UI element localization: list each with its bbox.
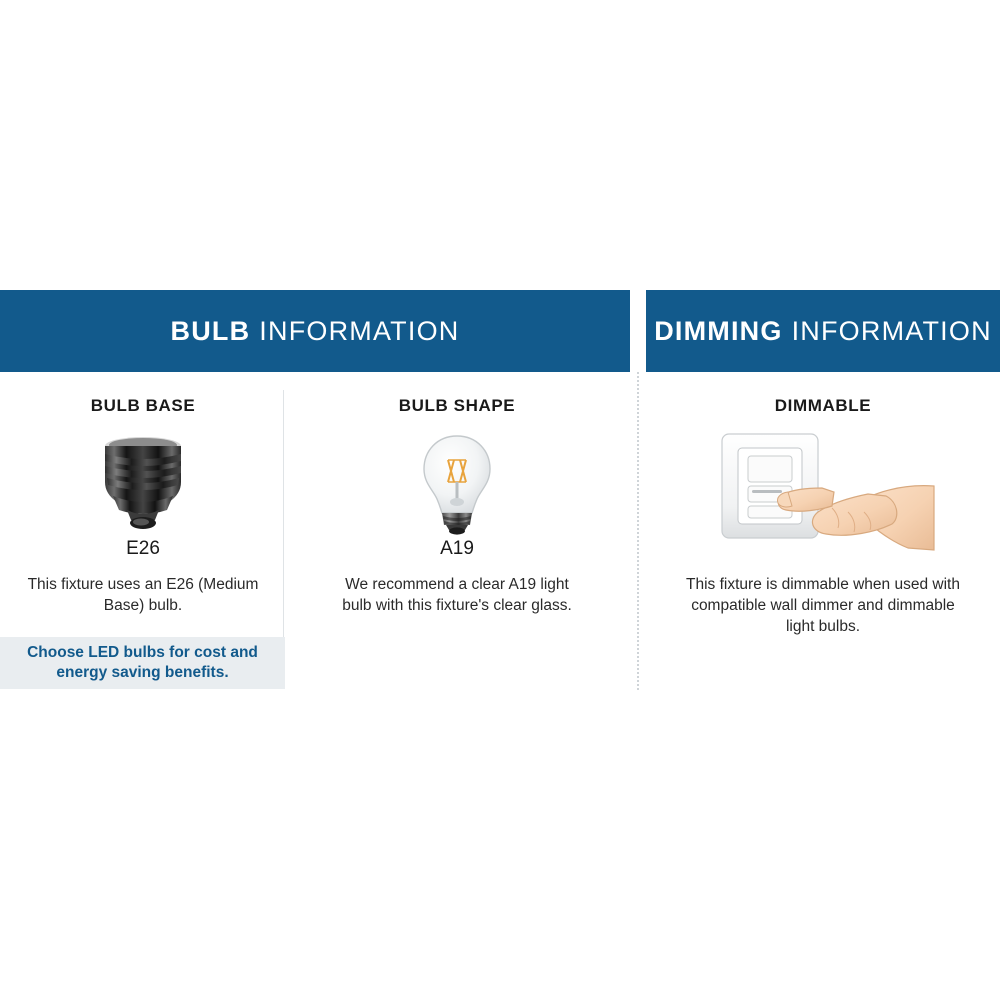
bulb-header-light: INFORMATION <box>259 315 460 346</box>
panel-dotted-divider <box>637 372 640 690</box>
bulb-base-description: This fixture uses an E26 (Medium Base) bulb. <box>27 576 259 614</box>
bulb-base-icon <box>83 430 203 539</box>
bulb-information-panel <box>0 290 630 700</box>
bulb-base-column <box>2 372 284 616</box>
info-board <box>0 290 1000 700</box>
dimmable-title: DIMMABLE <box>774 396 872 415</box>
dimming-body <box>646 396 1000 637</box>
led-tip-text: Choose LED bulbs for cost and energy saving benefits. <box>27 644 258 681</box>
bulb-shape-column <box>316 372 598 616</box>
wall-dimmer-hand-icon <box>708 428 938 561</box>
bulb-shape-value: A19 <box>440 538 474 559</box>
dimming-header-light: INFORMATION <box>791 315 992 346</box>
light-bulb-icon <box>412 430 502 541</box>
dimming-information-header <box>646 290 1000 372</box>
dimming-header-bold: DIMMING <box>654 315 783 346</box>
bulb-base-value: E26 <box>126 538 160 559</box>
bulb-shape-description: We recommend a clear A19 light bulb with this fixture's clear glass. <box>342 576 572 614</box>
bulb-header-bold: BULB <box>170 315 251 346</box>
bulb-base-art <box>2 428 284 536</box>
bulb-shape-title: BULB SHAPE <box>398 396 516 415</box>
bulb-base-title: BULB BASE <box>90 396 196 415</box>
led-tip-banner <box>0 637 285 689</box>
bulb-shape-art <box>316 428 598 536</box>
dimming-information-panel <box>646 290 1000 700</box>
dimmable-description: This fixture is dimmable when used with compatible wall dimmer and dimmable light bulbs. <box>686 576 960 635</box>
dimmable-art <box>646 428 1000 558</box>
bulb-information-header <box>0 290 630 372</box>
